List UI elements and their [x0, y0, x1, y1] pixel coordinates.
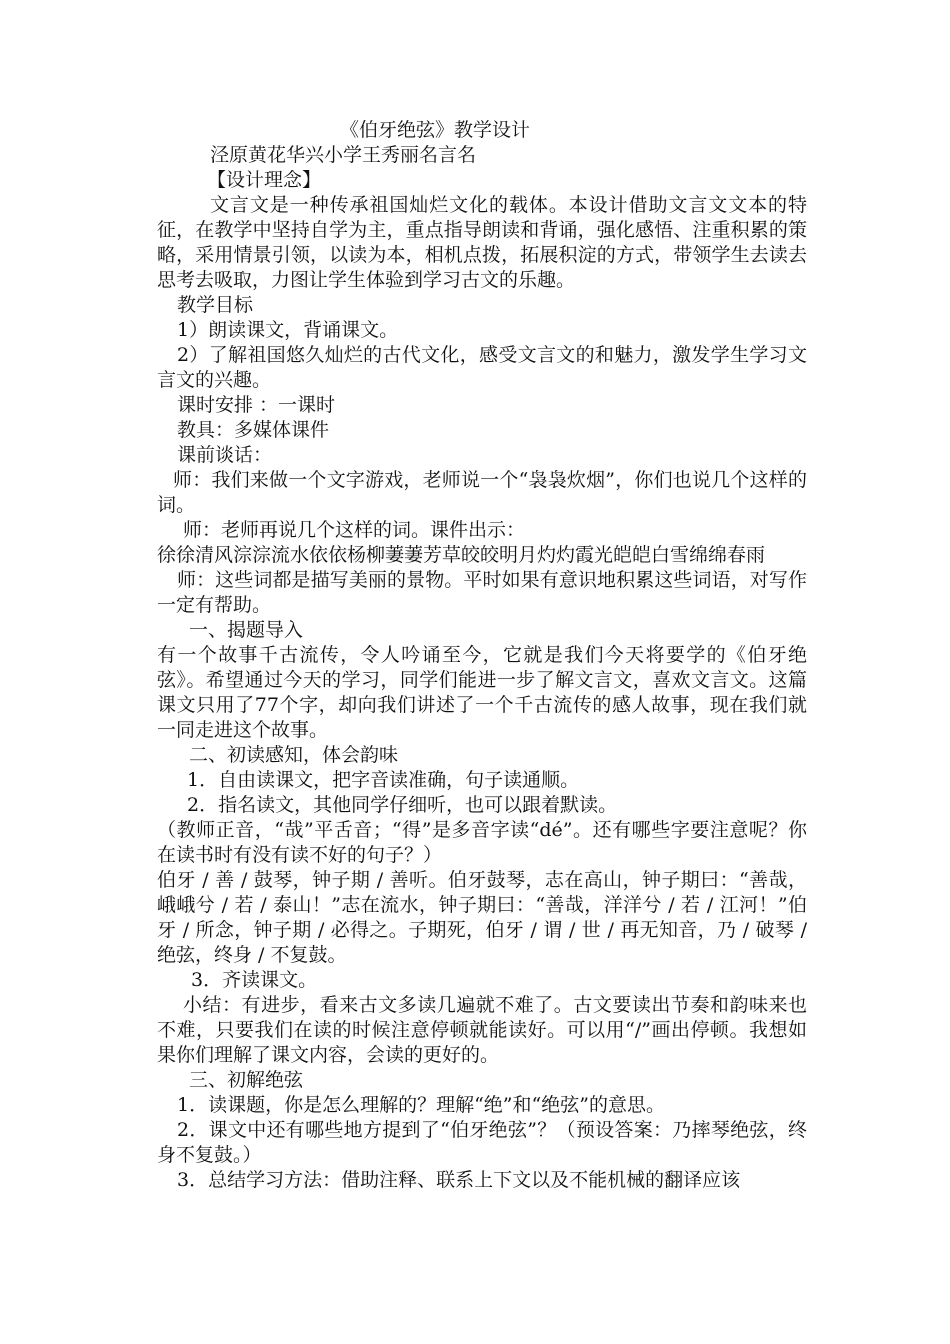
document-page: [157, 118, 807, 1193]
pre-talk-paragraph-1: 师：我们来做一个文字游戏，老师说一个“袅袅炊烟”，你们也说几个这样的词。: [157, 469, 807, 516]
section-3-step-3: 3．总结学习方法：借助注释、联系上下文以及不能机械的翻译应该: [177, 1169, 741, 1191]
goals-heading: 教学目标: [177, 294, 254, 316]
word-list: 徐徐清风淙淙流水依依杨柳萋萋芳草皎皎明月灼灼霞光皑皑白雪绵绵春雨: [157, 544, 766, 566]
goal-item-1: 1）朗读课文，背诵课文。: [177, 319, 399, 341]
section-2-note: （教师正音，“哉”平舌音；“得”是多音字读“dé”。还有哪些字要注意呢？你在读书时有没有读不好的句子？）: [157, 819, 807, 866]
section-2-summary: 小结：有进步，看来古文多读几遍就不难了。古文要读出节奏和韵味来也不难，只要我们在读的时候注意停顿就能读好。可以用“/”画出停顿。我想如果你们理解了课文内容，会读的更好的。: [157, 994, 807, 1066]
pre-talk-heading: 课前谈话：: [177, 444, 273, 466]
section-2-step-1: 1．自由读课文，把字音读准确，句子读通顺。: [187, 769, 580, 791]
section-2-step-2: 2．指名读文，其他同学仔细听，也可以跟着默读。: [187, 794, 618, 816]
design-paragraph: 文言文是一种传承祖国灿烂文化的载体。本设计借助文言文文本的特征，在教学中坚持自学为主，重点指导朗读和背诵，强化感悟、注重积累的策略，采用情景引领，以读为本，相机点拨，拓展积淀的方式，带领学生去读去思考去吸取，力图让学生体验到学习古文的乐趣。: [157, 194, 807, 291]
section-1-heading: 一、揭题导入: [189, 619, 304, 641]
section-2-heading: 二、初读感知，体会韵味: [189, 744, 399, 766]
text-with-pauses: 伯牙 / 善 / 鼓琴，钟子期 / 善听。伯牙鼓琴，志在高山，钟子期曰：“善哉，峨峨兮 / 若 / 泰山！”志在流水，钟子期曰：“善哉，洋洋兮 / 若 / 江河！”伯牙 / 所念，钟子期 / 必得之。子期死，伯牙 / 谓 / 世 / 再无知音，乃 / 破琴 / 绝弦，终身 / 不复鼓。: [157, 869, 807, 966]
pre-talk-paragraph-2: 师：老师再说几个这样的词。课件出示：: [183, 519, 526, 541]
document-author: 泾原黄花华兴小学王秀丽名言名: [210, 144, 477, 166]
goal-item-2: 2）了解祖国悠久灿烂的古代文化，感受文言文的和魅力，激发学生学习文言文的兴趣。: [157, 344, 807, 391]
section-1-paragraph: 有一个故事千古流传，令人吟诵至今，它就是我们今天将要学的《伯牙绝弦》。希望通过今天的学习，同学们能进一步了解文言文，喜欢文言文。这篇课文只用了77个字，却向我们讲述了一个千古流传的感人故事，现在我们就一同走进这个故事。: [157, 644, 807, 741]
section-3-step-1: 1．读课题，你是怎么理解的？理解“绝”和“绝弦”的意思。: [177, 1094, 665, 1116]
tools-line: 教具：多媒体课件: [177, 419, 330, 441]
design-heading: 【设计理念】: [207, 169, 322, 191]
pre-talk-paragraph-3: 师：这些词都是描写美丽的景物。平时如果有意识地积累这些词语，对写作一定有帮助。: [157, 569, 807, 616]
schedule-line: 课时安排 ：一课时: [177, 394, 336, 416]
document-title: 《伯牙绝弦》教学设计: [340, 119, 531, 141]
section-2-step-3: 3．齐读课文。: [191, 969, 318, 991]
section-3-heading: 三、初解绝弦: [189, 1069, 304, 1091]
section-3-step-2: 2．课文中还有哪些地方提到了“伯牙绝弦”？（预设答案：乃摔琴绝弦，终身不复鼓。）: [157, 1119, 807, 1166]
